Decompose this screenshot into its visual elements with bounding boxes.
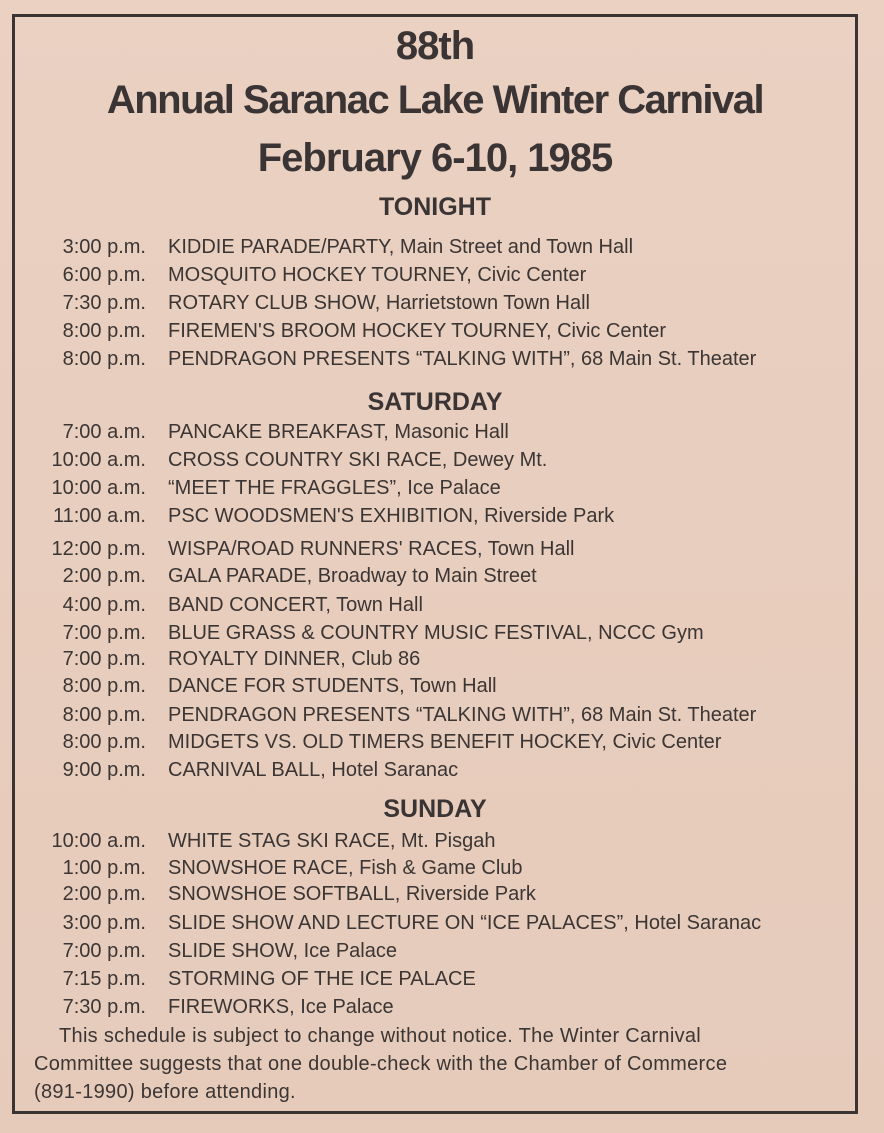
event-time: 9:00 p.m. (62, 759, 146, 781)
event-time: 8:00 p.m. (62, 320, 146, 342)
schedule-disclaimer (34, 1022, 834, 1106)
event-description: STORMING OF THE ICE PALACE (168, 968, 476, 990)
event-time: 2:00 p.m. (62, 883, 146, 905)
event-time: 8:00 p.m. (62, 731, 146, 753)
event-description: FIREWORKS, Ice Palace (168, 996, 394, 1018)
event-time: 11:00 a.m. (52, 505, 146, 527)
event-time: 12:00 p.m. (51, 538, 146, 560)
event-time: 10:00 a.m. (51, 477, 146, 499)
event-description: DANCE FOR STUDENTS, Town Hall (168, 675, 497, 697)
disclaimer-line: (891-1990) before attending. (34, 1081, 296, 1103)
event-description: GALA PARADE, Broadway to Main Street (168, 565, 537, 587)
event-time: 8:00 p.m. (62, 348, 146, 370)
event-description: PANCAKE BREAKFAST, Masonic Hall (168, 421, 509, 443)
event-time: 1:00 p.m. (62, 857, 146, 879)
event-description: CROSS COUNTRY SKI RACE, Dewey Mt. (168, 449, 548, 471)
section-heading-sunday: SUNDAY (383, 795, 487, 823)
section-heading-tonight: TONIGHT (378, 193, 492, 221)
event-description: SLIDE SHOW, Ice Palace (168, 940, 397, 962)
event-time: 7:00 p.m. (62, 622, 146, 644)
event-time: 8:00 p.m. (62, 675, 146, 697)
event-description: SNOWSHOE SOFTBALL, Riverside Park (168, 883, 536, 905)
event-time: 8:00 p.m. (62, 704, 146, 726)
event-description: PENDRAGON PRESENTS “TALKING WITH”, 68 Main St. Theater (168, 704, 757, 726)
event-description: WISPA/ROAD RUNNERS' RACES, Town Hall (168, 538, 575, 560)
event-description: PENDRAGON PRESENTS “TALKING WITH”, 68 Main St. Theater (168, 348, 757, 370)
event-time: 7:00 p.m. (62, 940, 146, 962)
disclaimer-line: Committee suggests that one double-check with the Chamber of Commerce (34, 1053, 728, 1075)
event-description: ROTARY CLUB SHOW, Harrietstown Town Hall (168, 292, 590, 314)
event-time: 7:30 p.m. (62, 996, 146, 1018)
event-description: KIDDIE PARADE/PARTY, Main Street and Town Hall (168, 236, 634, 258)
event-description: MOSQUITO HOCKEY TOURNEY, Civic Center (168, 264, 587, 286)
event-description: MIDGETS VS. OLD TIMERS BENEFIT HOCKEY, Civic Center (168, 731, 722, 753)
event-time: 6:00 p.m. (62, 264, 146, 286)
event-time: 10:00 a.m. (51, 449, 146, 471)
event-description: WHITE STAG SKI RACE, Mt. Pisgah (168, 830, 496, 852)
carnival-title: Annual Saranac Lake Winter Carnival (106, 78, 764, 122)
event-time: 10:00 a.m. (51, 830, 146, 852)
event-time: 7:15 p.m. (62, 968, 146, 990)
event-description: PSC WOODSMEN'S EXHIBITION, Riverside Park (168, 505, 615, 527)
event-description: “MEET THE FRAGGLES”, Ice Palace (168, 477, 501, 499)
event-time: 2:00 p.m. (62, 565, 146, 587)
event-description: SNOWSHOE RACE, Fish & Game Club (168, 857, 523, 879)
event-description: SLIDE SHOW AND LECTURE ON “ICE PALACES”, Hotel Saranac (168, 912, 762, 934)
event-time: 7:30 p.m. (62, 292, 146, 314)
event-time: 7:00 a.m. (62, 421, 146, 443)
edition-number: 88th (395, 24, 475, 68)
section-heading-saturday: SATURDAY (367, 388, 503, 416)
event-time: 4:00 p.m. (62, 594, 146, 616)
event-description: FIREMEN'S BROOM HOCKEY TOURNEY, Civic Center (168, 320, 666, 342)
event-time: 3:00 p.m. (62, 236, 146, 258)
event-description: BAND CONCERT, Town Hall (168, 594, 423, 616)
event-description: CARNIVAL BALL, Hotel Saranac (168, 759, 459, 781)
carnival-dates: February 6-10, 1985 (257, 136, 613, 180)
event-time: 3:00 p.m. (62, 912, 146, 934)
event-description: BLUE GRASS & COUNTRY MUSIC FESTIVAL, NCCC Gym (168, 622, 704, 644)
event-description: ROYALTY DINNER, Club 86 (168, 648, 421, 670)
event-time: 7:00 p.m. (62, 648, 146, 670)
disclaimer-line: This schedule is subject to change without notice. The Winter Carnival (59, 1025, 702, 1047)
